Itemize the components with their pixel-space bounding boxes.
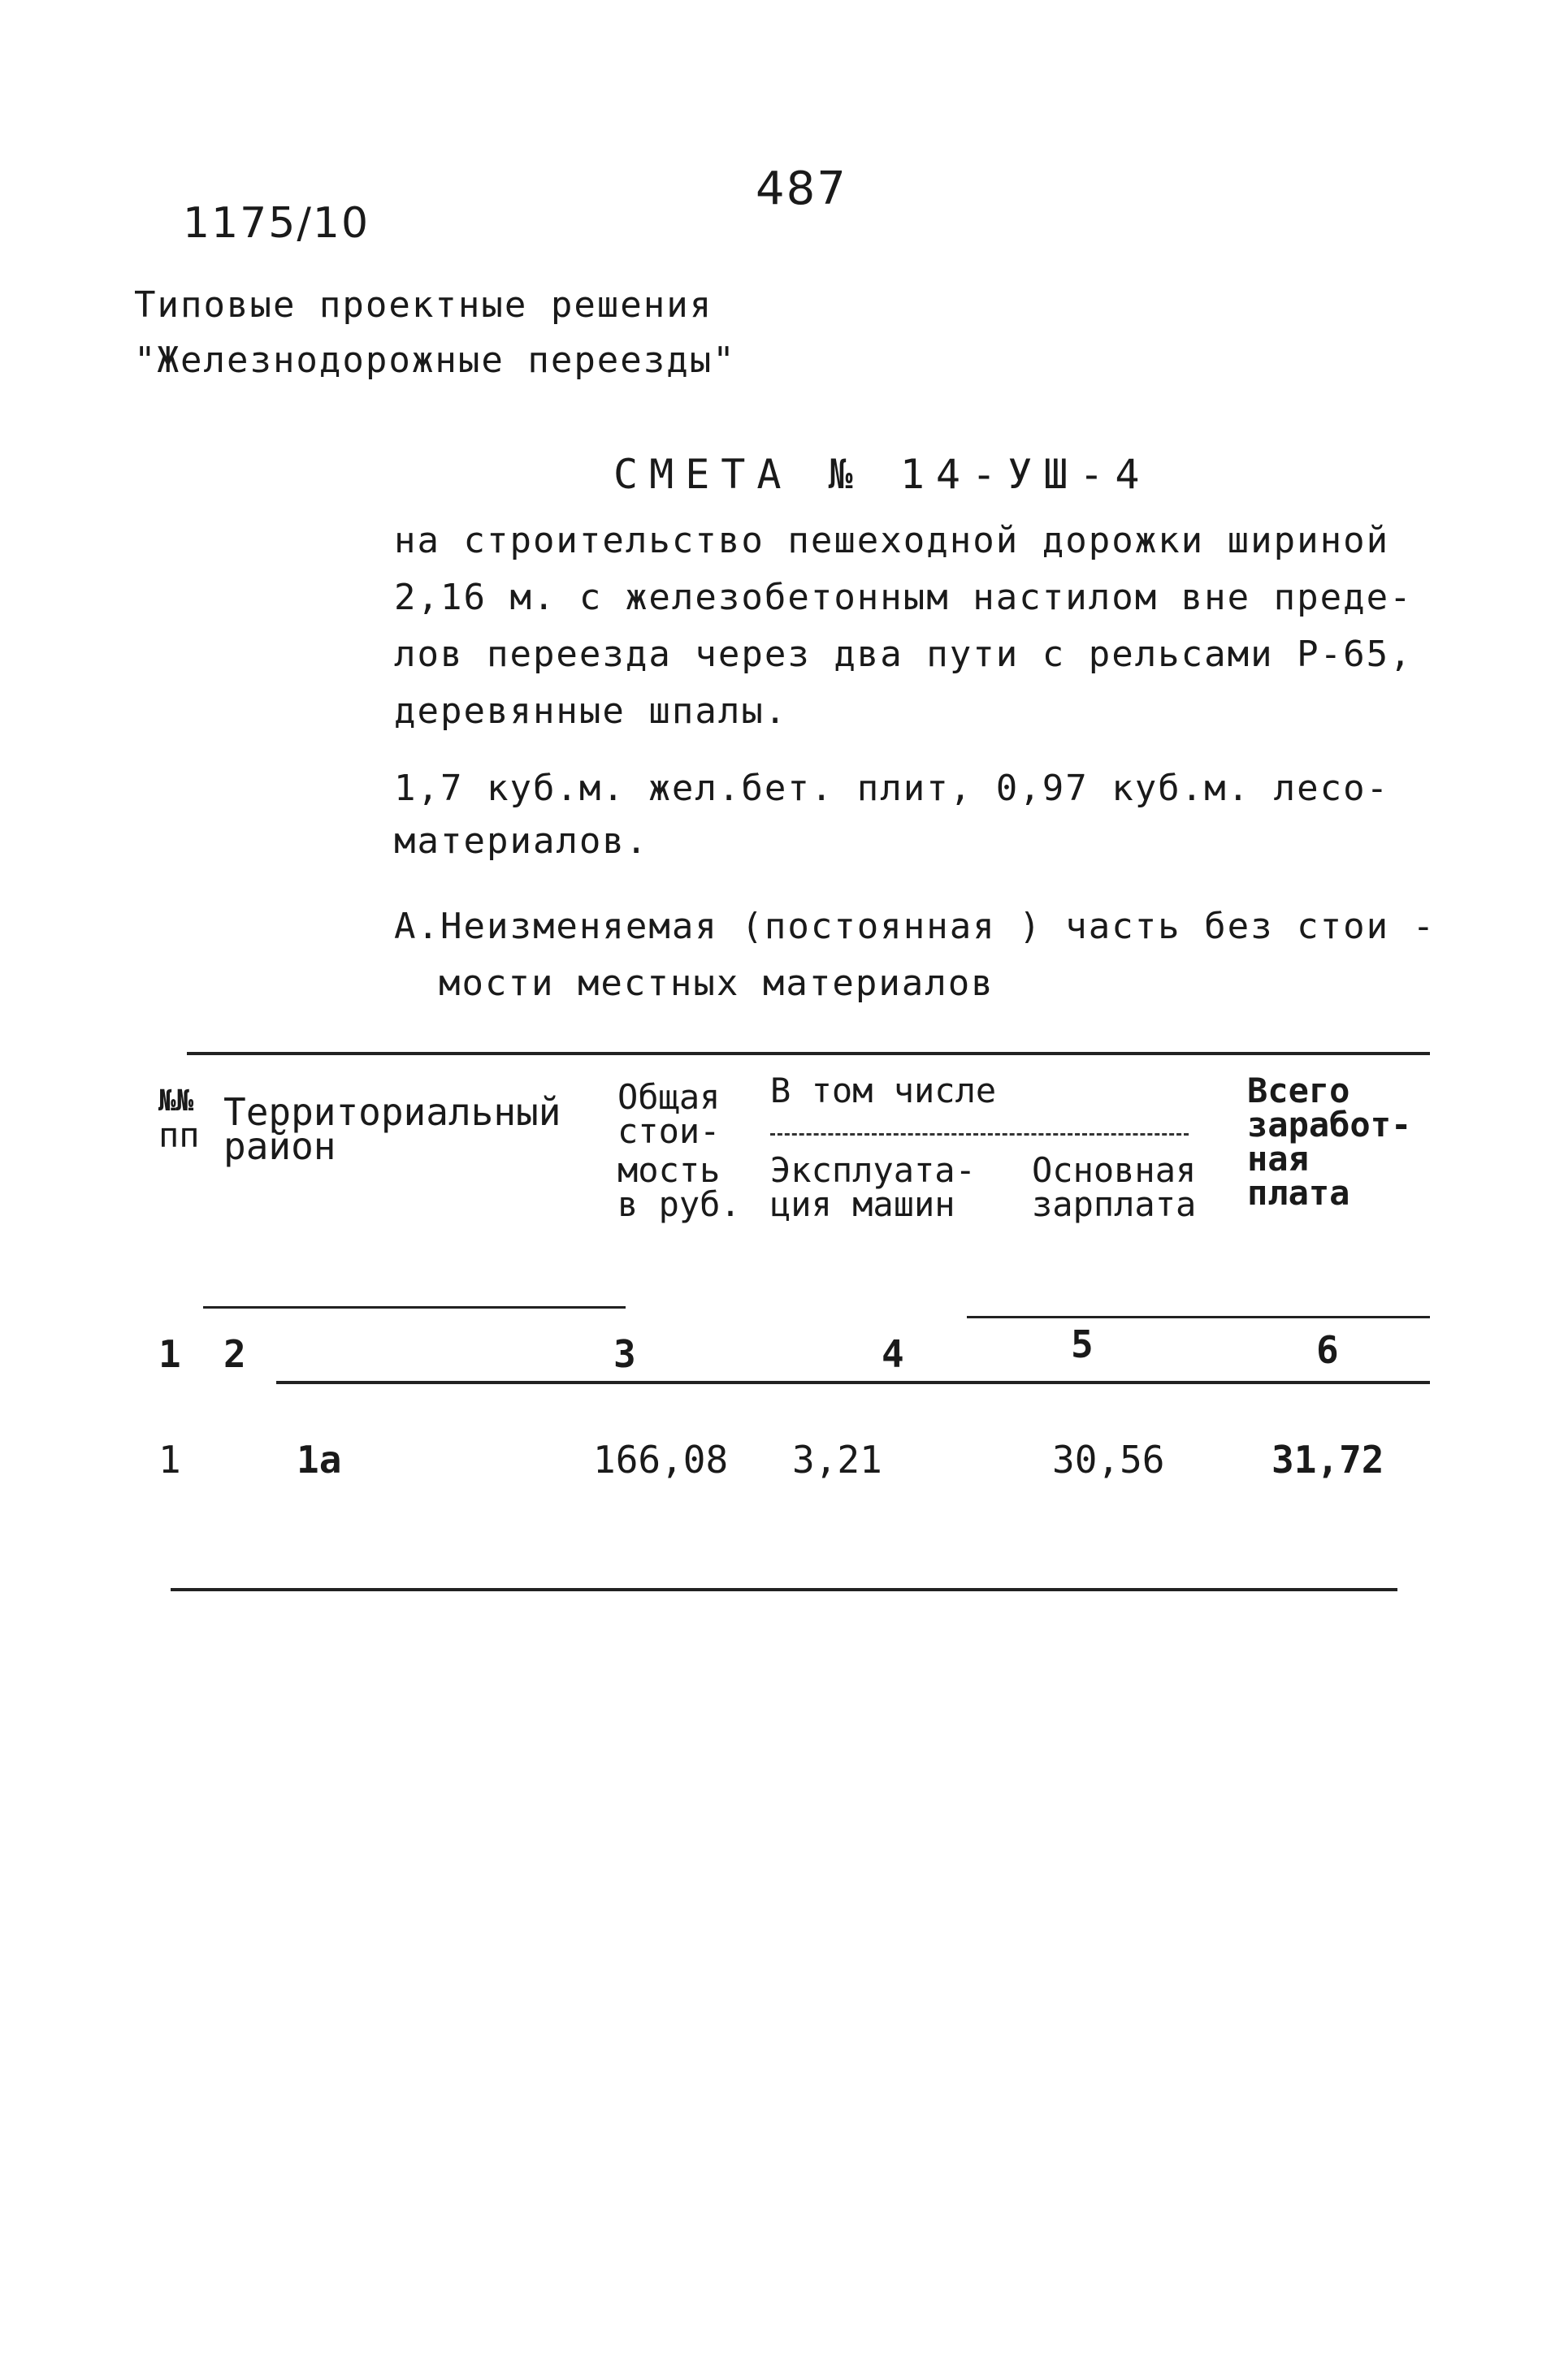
table-bottom-rule [171, 1588, 1397, 1591]
header-col-number: №№ пп [158, 1084, 200, 1155]
row-base-salary: 30,56 [1052, 1438, 1165, 1482]
header-col-total-cost: Общая стои- мость в руб. [617, 1077, 741, 1224]
section-a-line-1: А.Неизменяемая (постоянная ) часть без стои - [394, 906, 1436, 947]
header-bottom-rule-left [203, 1306, 626, 1309]
description-line-3: лов переезда через два пути с рельсами Р-65, [394, 634, 1413, 675]
header-col-base-salary: Основная зарплата [1032, 1150, 1197, 1224]
colnum-5: 5 [1071, 1322, 1094, 1366]
header-group-dashed-rule [770, 1133, 1189, 1136]
row-machines: 3,21 [792, 1438, 882, 1482]
description-line-1: на строительство пешеходной дорожки шириной [394, 520, 1390, 561]
materials-line-2: материалов. [394, 820, 649, 862]
description-line-2: 2,16 м. с железобетонным настилом вне преде- [394, 577, 1413, 618]
header-bottom-rule-right [967, 1316, 1430, 1318]
row-total-salary: 31,72 [1272, 1438, 1384, 1482]
header-col-region: Территориальный район [223, 1090, 561, 1168]
description-line-4: деревянные шпалы. [394, 690, 788, 732]
header-col-total-salary: Всего заработ- ная плата [1247, 1071, 1412, 1213]
page-number: 487 [756, 162, 847, 215]
section-a-line-2: мости местных материалов [439, 963, 994, 1004]
colnum-3: 3 [613, 1332, 636, 1376]
colnum-bottom-rule [276, 1381, 1430, 1384]
series-title-line1: Типовые проектные решения [134, 284, 713, 326]
row-number: 1 [158, 1438, 181, 1482]
materials-line-1: 1,7 куб.м. жел.бет. плит, 0,97 куб.м. лесо- [394, 768, 1390, 809]
colnum-4: 4 [882, 1332, 904, 1376]
row-region: 1а [297, 1438, 342, 1482]
colnum-6: 6 [1316, 1328, 1339, 1372]
series-title-line2: "Железнодорожные переезды" [134, 340, 736, 381]
estimate-title: СМЕТА № 14-УШ-4 [613, 451, 1151, 498]
header-group-including: В том числе [770, 1071, 997, 1110]
colnum-1: 1 [158, 1332, 181, 1376]
header-col-machines: Эксплуата- ция машин [770, 1150, 976, 1224]
table-top-rule [187, 1052, 1430, 1055]
colnum-2: 2 [223, 1332, 246, 1376]
document-code: 1175/10 [183, 199, 370, 248]
row-total-cost: 166,08 [593, 1438, 729, 1482]
